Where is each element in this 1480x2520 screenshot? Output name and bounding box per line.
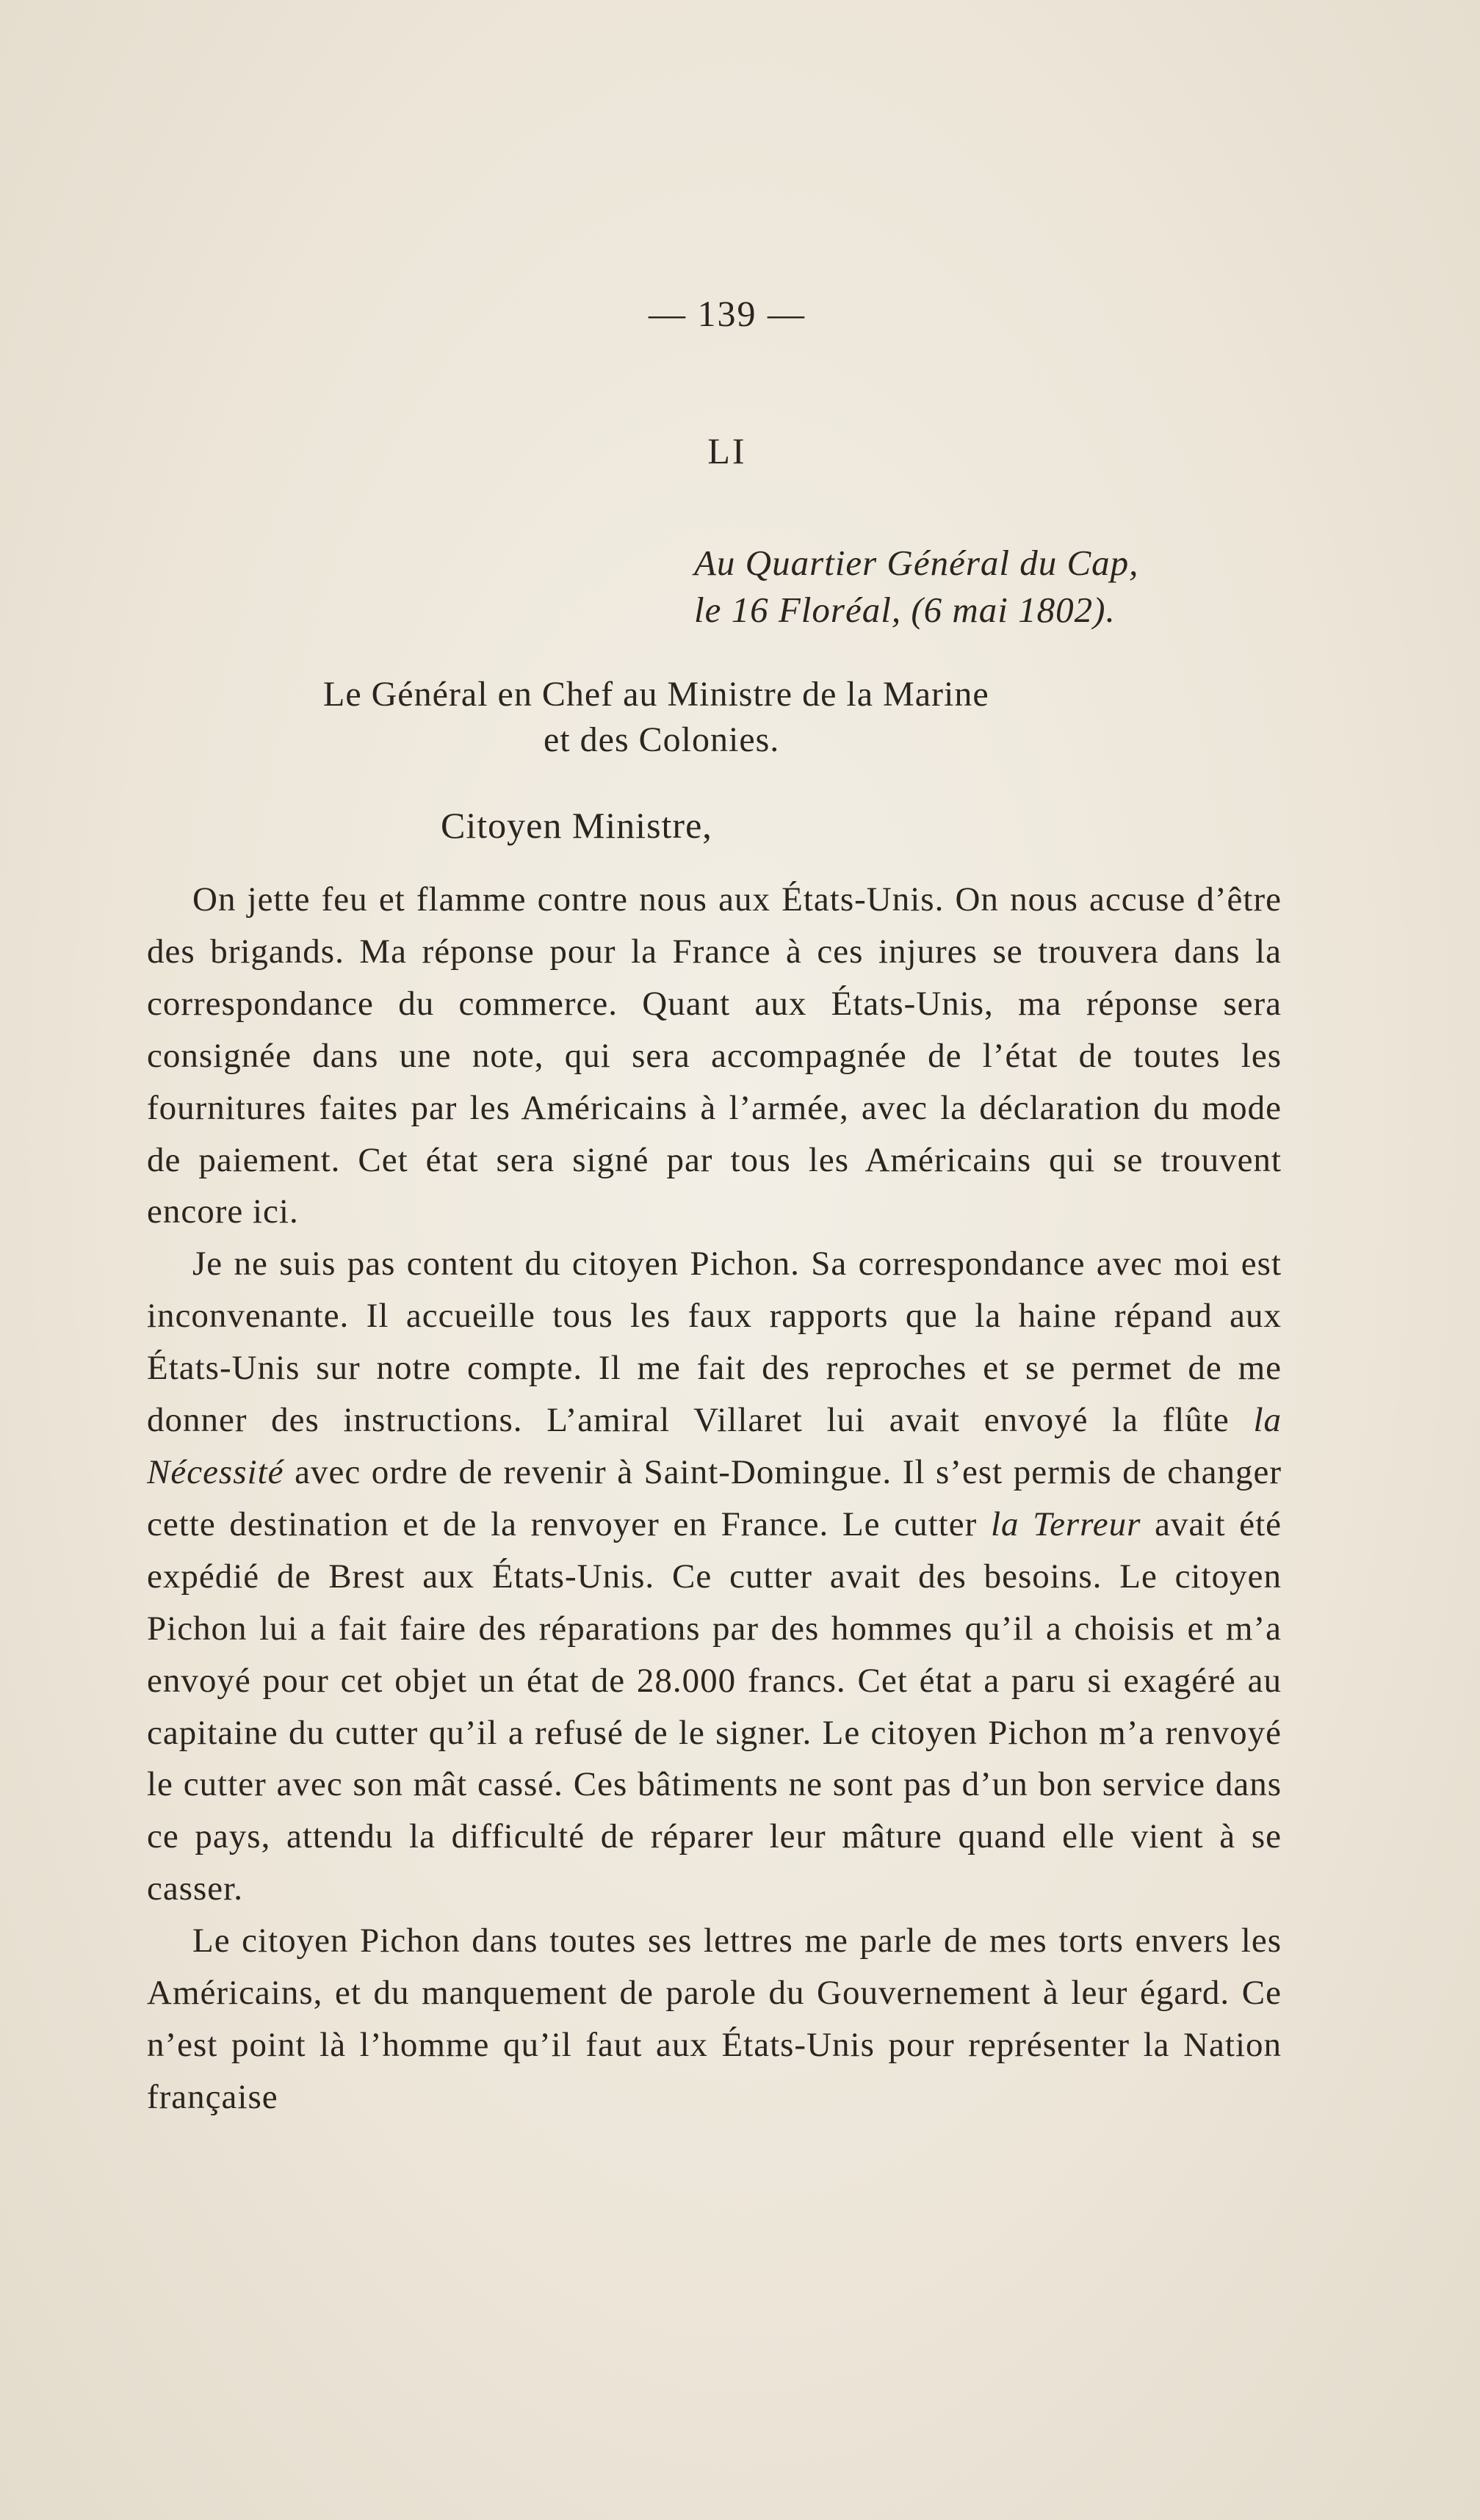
- salutation: Citoyen Ministre,: [441, 805, 712, 846]
- address-line-1: Le Général en Chef au Ministre de la Marine: [323, 675, 989, 714]
- paragraph-2: [147, 1238, 1282, 1915]
- paragraph-3: Le citoyen Pichon dans toutes ses lettres me parle de mes torts envers les Américains, et du manquement de parole du Gouvernement à leur égard. Ce n’est point là l’homme qu’il faut aux États-Unis pour représenter la Nation française: [147, 1922, 1282, 2116]
- letter-number: LI: [707, 430, 747, 471]
- dateline: [694, 540, 1355, 634]
- paragraph-1: On jette feu et flamme contre nous aux États-Unis. On nous accuse d’être des brigands. Ma réponse pour la France à ces injures se trouvera dans la correspondance du commerce. Quant aux États-Unis, ma réponse sera consignée dans une note, qui sera accompagnée de l’état de toutes les fournitures faites par les Américains à l’armée, avec la déclaration du mode de paiement. Cet état sera signé par tous les Américains qui se trouvent encore ici.: [147, 880, 1282, 1231]
- letter-body: [147, 874, 1282, 2123]
- paragraph-2-text-c: avait été expédié de Brest aux États-Unis. Ce cutter avait des besoins. Le citoyen Pichon lui a fait faire des réparations par des hommes qu’il a choisis et m’a envoyé pour cet objet un état de 28.000 francs. Cet état a paru si exagéré au capitaine du cutter qu’il a refusé de le signer. Le citoyen Pichon m’a renvoyé le cutter avec son mât cassé. Ces bâtiments ne sont pas d’un bon service dans ce pays, attendu la difficulté de réparer leur mâture quand elle vient à se casser.: [147, 1505, 1282, 1908]
- dateline-place: Au Quartier Général du Cap,: [694, 543, 1139, 583]
- ship-name-terreur: la Terreur: [990, 1505, 1141, 1543]
- address-block: [323, 672, 1131, 763]
- ship-name-necessite: la Nécessité: [147, 1401, 1282, 1491]
- page-number: — 139 —: [649, 293, 806, 334]
- address-line-2: et des Colonies.: [544, 720, 780, 759]
- paragraph-2-text-b: avec ordre de revenir à Saint-Domingue. Il s’est permis de changer cette destination et de la renvoyer en France. Le cutter: [147, 1452, 1282, 1543]
- dateline-date: le 16 Floréal, (6 mai 1802).: [694, 590, 1116, 630]
- paragraph-2-text-a: Je ne suis pas content du citoyen Pichon. Sa correspondance avec moi est inconvenante. Il accueille tous les faux rapports que la haine répand aux États-Unis sur notre compte. Il me fait des reproches et se permet de me donner des instructions. L’amiral Villaret lui avait envoyé la flûte: [147, 1245, 1282, 1440]
